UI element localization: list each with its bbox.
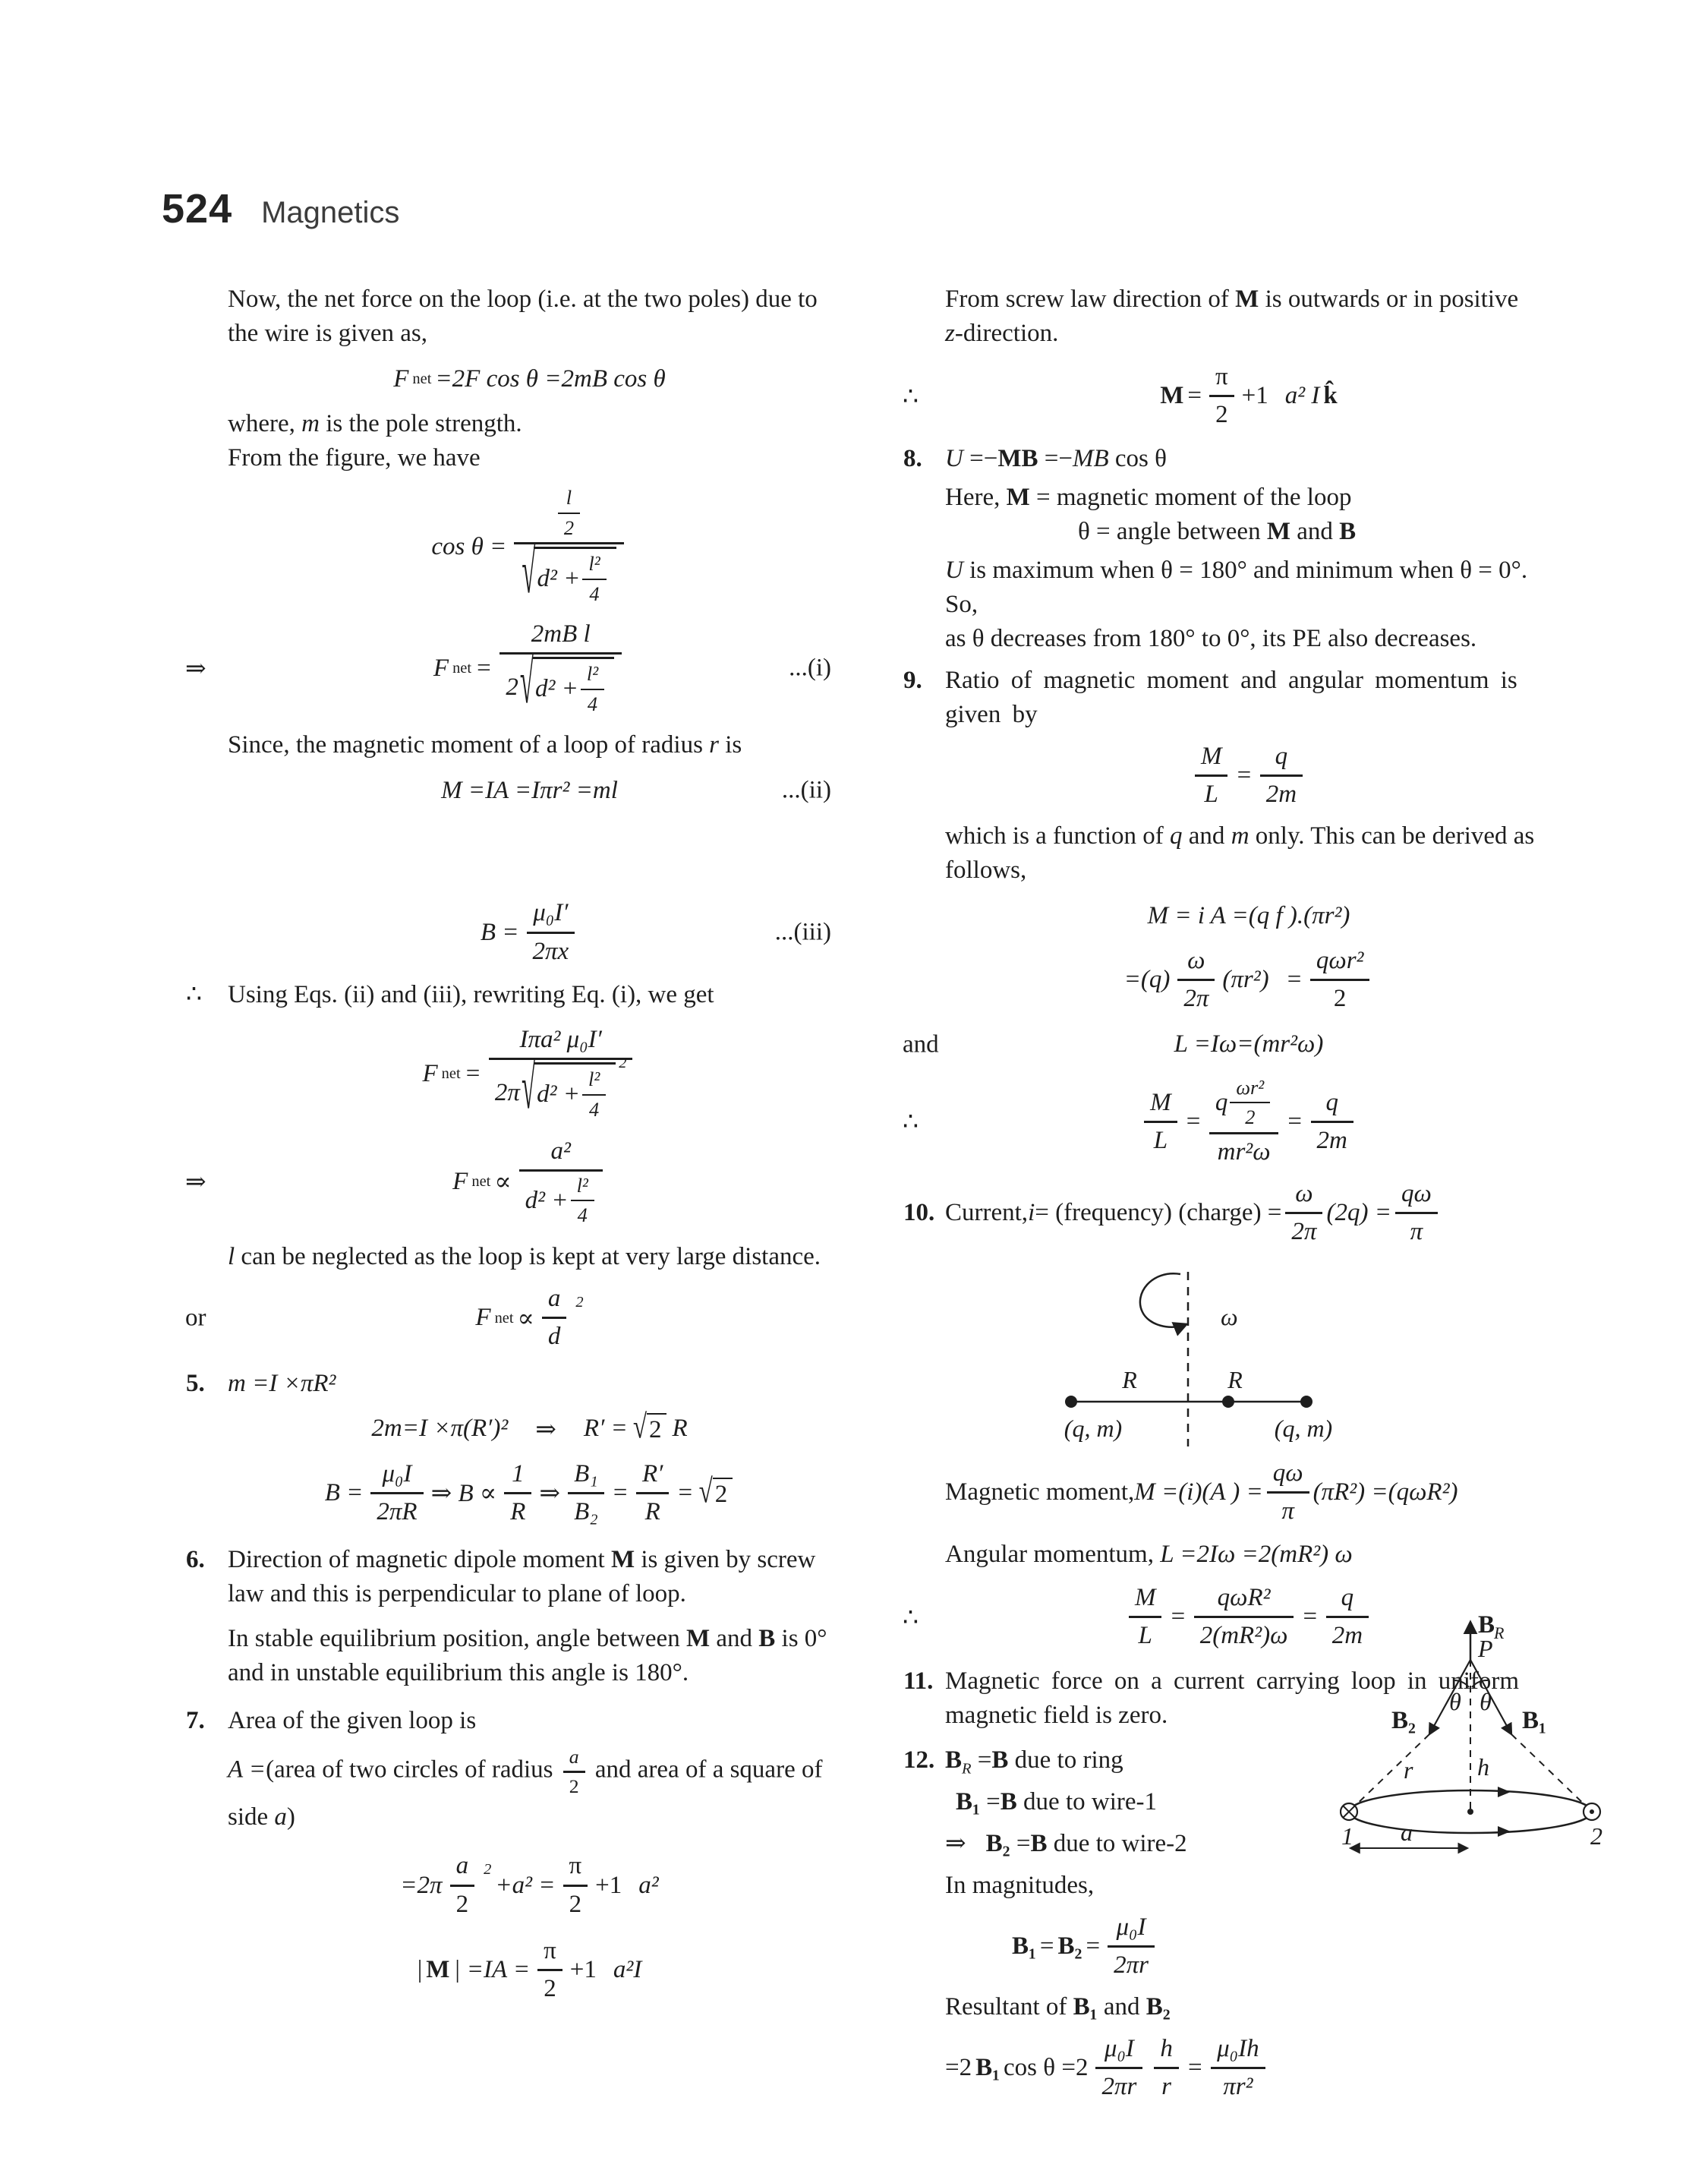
- solution-12: 12. $B_R =B$ due to ring: [945, 1743, 1552, 1778]
- wire2-label: 2: [1590, 1822, 1602, 1850]
- paragraph-angular-momentum-value: Angular momentum, L =2Iω =2(mR²) ω: [945, 1541, 1353, 1569]
- item-number: 12.: [903, 1746, 935, 1774]
- ring-center-dot: [1467, 1809, 1473, 1815]
- theta-right-label: θ: [1480, 1688, 1492, 1715]
- item-number: 11.: [903, 1667, 934, 1695]
- theta-left-label: θ: [1449, 1688, 1461, 1715]
- left-slant-line: [1349, 1734, 1429, 1812]
- radius-right-label: R: [1227, 1365, 1243, 1393]
- radius-left-label: R: [1122, 1365, 1137, 1393]
- solution-8: 8. U =−MB =−MB cos θ: [945, 442, 1552, 476]
- implies-icon: ⇒: [185, 655, 206, 683]
- left-column: [185, 282, 831, 2015]
- wire1-label: 1: [1341, 1822, 1353, 1850]
- paragraph-pole-strength: where, m is the pole strength.: [228, 410, 522, 437]
- paragraph-theta-angle: θ = angle between M and B: [1078, 517, 1357, 545]
- implies-icon: ⇒: [945, 1829, 966, 1857]
- paragraph-field-conductor: [228, 819, 831, 887]
- equation-fnet-2fcos: F net =2F cos θ =2mB cos θ: [393, 364, 666, 393]
- item-number: 5.: [186, 1369, 205, 1397]
- br-sub-label: R: [1494, 1623, 1505, 1642]
- therefore-icon: ∴: [903, 1604, 919, 1632]
- equation-ml-derived: ∴ $\frac{M}{L}$ = q ωr² 2 mr²ω = $\frac{q}{2m}$: [945, 1076, 1552, 1169]
- chapter-title: Magnetics: [261, 196, 400, 229]
- or-label: or: [185, 1304, 206, 1332]
- implies-icon: ⇒: [535, 1415, 556, 1443]
- solution-7: 7. Area of the given loop is: [228, 1704, 831, 1738]
- h-label: h: [1477, 1753, 1489, 1781]
- equation-fnet-proportional: ⇒ F net ∝ a² d² + $\frac{\text{l²}}{4}$: [228, 1136, 831, 1229]
- right-charge-dot: [1300, 1396, 1313, 1408]
- item-number: 10.: [903, 1199, 935, 1227]
- equation-m-magnitude: | M | =IA = $\frac{\pi}{2}$ +1 a²I: [228, 1935, 831, 2005]
- equation-m-ia-qf: M = i A =(q f ).(πr²): [1147, 901, 1350, 929]
- page-number: 524: [162, 186, 233, 232]
- current-arrow-top: [1498, 1787, 1511, 1797]
- paragraph-magnetic-moment-value: Magnetic moment, M =(i)(A ) = $\frac{q\omega}{\pi}$ (πR²) =(qωR²): [945, 1458, 1552, 1528]
- equation-number: ...(ii): [781, 776, 831, 804]
- middle-dot: [1222, 1396, 1234, 1408]
- equation-resultant-value: =2 B₁ cos θ =2 μ₀I 2πr $\frac{h}{r}$ = $\frac{\text{μ₀Ih}}{\text{πr²}}$: [945, 2033, 1552, 2103]
- proportional-icon: ∝: [494, 1169, 512, 1197]
- current-arrow-bottom: [1498, 1826, 1511, 1837]
- paragraph-l-neglected: l can be neglected as the loop is kept at very large distance.: [228, 1243, 821, 1271]
- omega-label: ω: [1221, 1302, 1238, 1330]
- figure-rotating-rod: [1059, 1260, 1378, 1450]
- equation-b-iii: B = $\frac{\text{μ₀I′}}{2\pi x}$ ...(iii): [228, 897, 831, 967]
- in-magnitudes-line: In magnitudes,: [945, 1871, 1095, 1899]
- paragraph-from-figure: From the figure, we have: [228, 444, 481, 472]
- therefore-icon: ∴: [903, 1109, 919, 1137]
- left-charge-label: (q, m): [1064, 1414, 1123, 1442]
- equation-b-ratio: B = $\frac{\text{μ₀I}}{2\pi R}$ ⇒ B ∝ 1 R ⇒ $\frac{\text{B₁}}{\text{B₂}}$ = $\frac{R'}{R}$ = √ 2: [228, 1459, 831, 1528]
- item-number: 8.: [903, 444, 922, 472]
- apex-label: P: [1478, 1635, 1493, 1662]
- paragraph-net-force: Now, the net force on the loop (i.e. at the two poles) due to the wire is given as,: [228, 285, 818, 347]
- right-charge-label: (q, m): [1274, 1414, 1333, 1442]
- item-number: 6.: [186, 1546, 205, 1574]
- equation-area-sum: =2π a 2 2 +a² = $\frac{\pi}{2}$ +1 a²: [228, 1850, 831, 1920]
- a-label: a: [1401, 1819, 1413, 1846]
- equation-q-omega: =(q) ω 2π (πr²) = qωr² 2: [945, 945, 1552, 1015]
- item-number: 7.: [186, 1707, 205, 1735]
- equation-ml-ratio: $\frac{M}{L}$ = $\frac{q}{2m}$: [945, 741, 1552, 811]
- proportional-icon: ∝: [517, 1304, 534, 1333]
- paragraph-function-qm: which is a function of q and m only. This can be derived as follows,: [945, 822, 1535, 884]
- implies-icon: ⇒: [539, 1480, 561, 1508]
- solution-10: 10. Current, i = (frequency) (charge) = $\frac{\omega}{2\pi}$ (2q) = $\frac{q\omega}{\pi}$: [945, 1178, 1552, 1248]
- paragraph-resultant: Resultant of B₁ and B₂: [945, 1993, 1171, 2021]
- paragraph-magnetic-moment-loop: Since, the magnetic moment of a loop of radius r is: [228, 731, 742, 759]
- and-label: and: [903, 1030, 939, 1058]
- solution-9: 9. Ratio of magnetic moment and angular momentum is given by: [945, 664, 1552, 732]
- equation-2m-r-prime: 2m=I ×π(R′)² ⇒ R′ = √ 2 R: [371, 1409, 688, 1446]
- solution-6: 6. Direction of magnetic dipole moment M is given by screw law and this is perpendicular to plane of loop.: [228, 1543, 831, 1611]
- right-column: [903, 282, 1602, 2112]
- paragraph-area-loop: A =(area of two circles of radius $\frac{a}{2}$ and area of a square of side a): [228, 1746, 823, 1831]
- equation-number: ...(i): [789, 654, 831, 682]
- figure-ring-cone: [1340, 1613, 1607, 1867]
- paragraph-stable-equilibrium: In stable equilibrium position, angle between M and B is 0° and in unstable equilibrium this angle is 180°.: [228, 1625, 827, 1687]
- equation-number: ...(iii): [774, 918, 831, 946]
- left-charge-dot: [1065, 1396, 1077, 1408]
- b2-label: B₂: [1391, 1707, 1416, 1734]
- paragraph-using-eqs: ∴ Using Eqs. (ii) and (iii), rewriting Eq. (i), we get: [228, 978, 831, 1012]
- equation-m-ia: M =IA =Iπr² =ml ...(ii): [441, 776, 831, 804]
- solution-11: 11. Magnetic force on a current carrying loop in uniform magnetic field is zero.: [945, 1664, 1552, 1733]
- right-slant-line: [1511, 1734, 1592, 1812]
- br-label: B: [1478, 1613, 1495, 1639]
- therefore-icon: ∴: [903, 383, 919, 411]
- equation-l-iomega: and L =Iω=(mr²ω): [903, 1030, 1324, 1058]
- therefore-icon: ∴: [186, 980, 202, 1008]
- equation-m-vector: ∴ M = $\frac{\pi}{2}$ +1 a² I k̂: [945, 361, 1552, 431]
- solution-5: 5. m =I ×πR²: [228, 1367, 831, 1401]
- r-label: r: [1404, 1756, 1413, 1784]
- paragraph-u-maximum: U is maximum when θ = 180° and minimum when θ = 0°. So, as θ decreases from 180° to 0°, its PE also decreases.: [945, 556, 1528, 652]
- paragraph-screw-law: From screw law direction of M is outwards or in positive z-direction.: [945, 285, 1519, 347]
- item-number: 9.: [903, 666, 922, 694]
- b2-wire2-line: ⇒ B₂ =B due to wire-2: [945, 1829, 1187, 1857]
- equation-b1-b2: B₁ = B₂ = $\frac{\text{μ₀I}}{2\pi r}$: [945, 1912, 1552, 1982]
- b1-wire1-line: B₁ =B due to wire-1: [956, 1787, 1157, 1815]
- rotation-arrow: [1140, 1273, 1186, 1327]
- b1-label: B₁: [1522, 1707, 1546, 1734]
- equation-fnet-i: ⇒ F net = 2mB l 2 √ d² + $\frac{\text{l²}}{4}$ ...(i): [185, 620, 831, 718]
- implies-icon: ⇒: [185, 1169, 206, 1197]
- equation-cos-theta: cos θ = l 2 √ d² + $\frac{\text{l²}}{4}$: [228, 486, 831, 608]
- equation-ml-final: ∴ $\frac{M}{L}$ = qωR² 2(mR²)ω = $\frac{q}{2m}$: [945, 1582, 1552, 1652]
- equation-fnet-expanded: F net = Iπa² μ₀I′ 2π √ d² + $\frac{\text{l²}}{4}$ 2: [228, 1024, 831, 1124]
- paragraph-here-m: Here, M = magnetic moment of the loop: [945, 483, 1352, 511]
- equation-fnet-a-over-d: or F net ∝ a d 2: [228, 1283, 831, 1353]
- page-header: [162, 185, 399, 232]
